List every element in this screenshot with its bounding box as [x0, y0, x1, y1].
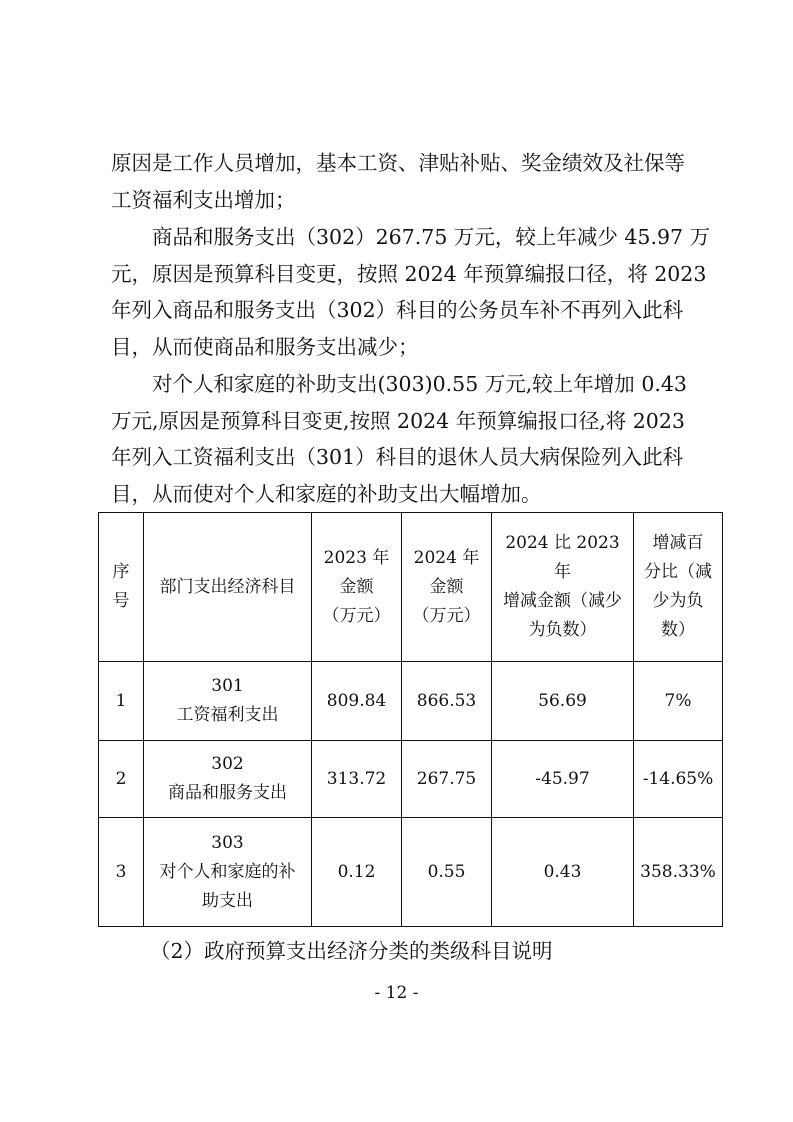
paragraph-household-subsidy — [111, 366, 701, 512]
text-line: 目，从而使商品和服务支出减少； — [111, 334, 419, 359]
header-change-amount: 2024 比 2023 年 增减金额（减少 为负数） — [492, 513, 634, 662]
cell-2023: 0.12 — [312, 818, 402, 927]
text-line: 年列入工资福利支出（301）科目的退休人员大病保险列入此科 — [111, 445, 684, 469]
cell-pct: -14.65% — [634, 741, 723, 818]
paragraph-goods-services — [111, 219, 711, 365]
header-seq: 序 号 — [99, 513, 144, 662]
text-line: 工资福利支出增加； — [111, 187, 296, 212]
table-header-row — [99, 513, 723, 662]
cell-seq: 1 — [99, 662, 144, 741]
cell-2023: 313.72 — [312, 741, 402, 818]
text-line: 万元,原因是预算科目变更,按照 2024 年预算编报口径,将 2023 — [111, 408, 685, 433]
header-2023-amount: 2023 年 金额 （万元） — [312, 513, 402, 662]
cell-2024: 0.55 — [402, 818, 492, 927]
cell-2024: 866.53 — [402, 662, 492, 741]
cell-2023: 809.84 — [312, 662, 402, 741]
text-line: 对个人和家庭的补助支出(303)0.55 万元,较上年增加 0.43 — [152, 372, 687, 396]
cell-item: 302 商品和服务支出 — [144, 741, 312, 818]
table-row — [99, 818, 723, 927]
cell-seq: 2 — [99, 741, 144, 818]
section-subheading: （2）政府预算支出经济分类的类级科目说明 — [150, 939, 553, 963]
cell-diff: 56.69 — [492, 662, 634, 741]
text-line: 商品和服务支出（302）267.75 万元，较上年减少 45.97 万 — [152, 225, 711, 249]
header-2024-amount: 2024 年 金额 （万元） — [402, 513, 492, 662]
text-line: 目，从而使对个人和家庭的补助支出大幅增加。 — [111, 481, 542, 506]
cell-2024: 267.75 — [402, 741, 492, 818]
cell-pct: 358.33% — [634, 818, 723, 927]
paragraph-personnel-reason — [111, 145, 701, 218]
text-line: 原因是工作人员增加，基本工资、津贴补贴、奖金绩效及社保等 — [111, 151, 685, 175]
expenditure-comparison-table — [98, 512, 723, 927]
cell-item: 301 工资福利支出 — [144, 662, 312, 741]
cell-diff: 0.43 — [492, 818, 634, 927]
cell-diff: -45.97 — [492, 741, 634, 818]
header-item: 部门支出经济科目 — [144, 513, 312, 662]
table-row — [99, 662, 723, 741]
text-line: 元，原因是预算科目变更，按照 2024 年预算编报口径，将 2023 — [111, 261, 707, 286]
page-number: - 12 - — [374, 983, 419, 1003]
header-change-percent: 增减百 分比（减 少为负 数） — [634, 513, 723, 662]
cell-item: 303 对个人和家庭的补 助支出 — [144, 818, 312, 927]
cell-pct: 7% — [634, 662, 723, 741]
cell-seq: 3 — [99, 818, 144, 927]
text-line: 年列入商品和服务支出（302）科目的公务员车补不再列入此科 — [111, 298, 684, 322]
table-row — [99, 741, 723, 818]
